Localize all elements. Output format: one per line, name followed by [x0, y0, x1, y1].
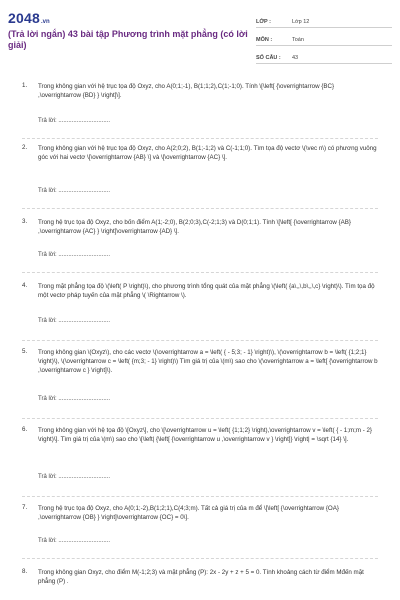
meta-value: Toán	[292, 37, 304, 43]
question-number: 6.	[22, 426, 28, 433]
question-divider	[22, 208, 378, 209]
question-text: Trong không gian với hệ trục tọa độ Oxyz, cho A(0;1;-1), B(1;1;2),C(1;-1;0). Tính \[\left[ {\overrightarrow {BC} ,\overrightarrow {BD} } \right]\].	[38, 83, 335, 100]
question-text: Trong mặt phẳng tọa độ \(\left( P \right)\), cho phương trình tổng quát của mặt phẳng \(\left( {a\,,\,b\,,\,c} \right)\). Tìm tọa độ một vectơ pháp tuyến của mặt phẳng \( \Rightarrow \).	[38, 283, 375, 300]
meta-label: MÔN :	[256, 37, 273, 43]
answer-line[interactable]: Trả lời: ...............................	[38, 118, 111, 124]
meta-label: SỐ CÂU :	[256, 55, 281, 61]
question-divider	[22, 340, 378, 341]
answer-line[interactable]: Trả lời: ...............................	[38, 538, 111, 544]
question-text: Trong không gian Oxyz, cho điểm M(-1;2;3) và mặt phẳng (P): 2x - 2y + z + 5 = 0. Tính khoảng cách từ điểm Mđến mặt phẳng (P) .	[38, 569, 364, 586]
question-divider	[22, 272, 378, 273]
document-meta	[256, 12, 392, 66]
question-divider	[22, 138, 378, 139]
question-divider	[22, 496, 378, 497]
site-logo[interactable]	[8, 10, 50, 26]
answer-line[interactable]: Trả lời: ...............................	[38, 252, 111, 258]
question-divider	[22, 418, 378, 419]
question-text: Trong hệ trục tọa độ Oxyz, cho A(0;1;-2),B(1;2;1),C(4;3;m). Tất cả giá trị của m để \[\left[ {\overrightarrow {OA} ,\overrightarrow {OB} } \right]\overrightarrow {OC} = 0\].	[38, 505, 339, 522]
question-number: 3.	[22, 218, 28, 225]
question-divider	[22, 558, 378, 559]
page-header	[8, 10, 392, 64]
answer-line[interactable]: Trả lời: ...............................	[38, 474, 111, 480]
logo-suffix: .vn	[40, 19, 50, 25]
question-text: Trong không gian với hệ trục tọa độ Oxyz, cho A(2;0;2), B(1;-1;2) và C(-1;1;0). Tìm tọa độ vectơ \(\vec n\) có phương vuông góc với hai vectơ \[\overrightarrow {AB} \] và \[\overrightarrow {AC} \].	[38, 145, 377, 162]
question-text: Trong hệ trục tọa độ Oxyz, cho bốn điểm A(1;-2;0), B(2;0;3),C(-2;1;3) và D(0;1;1). Tính \[\left[ {\overrightarrow {AB} ,\overrightarrow {AC} } \right]\overrightarrow {AD} \].	[38, 219, 351, 236]
meta-row-class	[256, 12, 392, 28]
logo-text: 2048	[8, 10, 40, 26]
question-number: 2.	[22, 144, 28, 151]
question-number: 7.	[22, 504, 28, 511]
document-title: (Trả lời ngắn) 43 bài tập Phương trình mặt phẳng (có lời giải)	[8, 29, 248, 50]
question-number: 4.	[22, 282, 28, 289]
answer-line[interactable]: Trả lời: ...............................	[38, 318, 111, 324]
question-number: 5.	[22, 348, 28, 355]
question-number: 1.	[22, 82, 28, 89]
meta-row-subject	[256, 30, 392, 46]
meta-value: 43	[292, 55, 299, 61]
meta-label: LỚP :	[256, 19, 271, 25]
meta-row-count	[256, 48, 392, 64]
answer-line[interactable]: Trả lời: ...............................	[38, 188, 111, 194]
question-text: Trong không gian \(Oxyz\), cho các vectơ \(\overrightarrow a = \left( { - 5;3; - 1} \right)\), \(\overrightarrow b = \left( {1;2;1} \right)\), \(\overrightarrow c = \left( {m;3; - 1} \right)\) Tìm giá trị của \(m\) sao cho \(\overrightarrow a = \left[ {\overrightarrow b ,\overrightarrow c } \right]\).	[38, 349, 378, 375]
question-text: Trong không gian với hệ tọa độ \[Oxyz\], cho \[\overrightarrow u = \left( {1;1;2} \right),\overrightarrow v = \left( { - 1;m;m - 2} \right)\]. Tìm giá trị của \(m\) sao cho \[\left| {\left[ {\overrightarrow u ,\overrightarrow v } \right]} \right| = \sqrt {14} \].	[38, 427, 372, 444]
meta-value: Lớp 12	[292, 19, 310, 25]
question-number: 8.	[22, 568, 28, 575]
answer-line[interactable]: Trả lời: ...............................	[38, 396, 111, 402]
